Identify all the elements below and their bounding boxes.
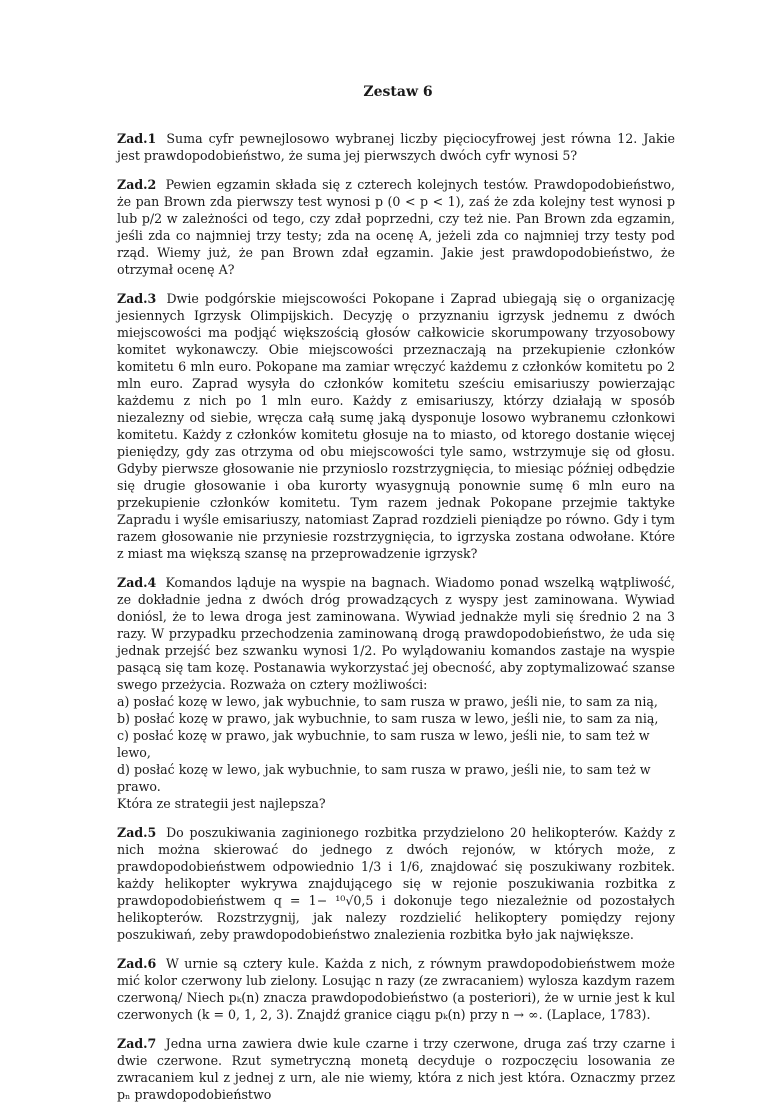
problem-label: Zad.2	[117, 177, 157, 192]
problem-text: Komandos ląduje na wyspie na bagnach. Wiadomo ponad wszelką wątpliwość, ze dokładnie jedna z dwóch dróg prowadzących z wyspy jest zaminowana. Wywiad doniósl, że to lewa droga jest zaminowana. Wywiad jednakże myli się średnio 2 na 3 razy. W przypadku przechodzenia zaminowaną drogą prawdopodobieństwo, że uda się jednak przejść bez szwanku wynosi 1/2. Po wylądowaniu komandos zastaje na wyspie pasącą się tam kozę. Postanawia wykorzystać jej obecność, aby zoptymalizować szanse swego przeżycia. Rozważa on cztery możliwości:	[117, 575, 675, 692]
problem-label: Zad.6	[117, 956, 157, 971]
problem-6	[117, 955, 675, 1023]
problem-label: Zad.3	[117, 291, 157, 306]
option-d: d) posłać kozę w lewo, jak wybuchnie, to sam rusza w prawo, jeśli nie, to sam też w prawo.	[117, 762, 651, 794]
problem-7	[117, 1035, 675, 1103]
option-b: b) posłać kozę w prawo, jak wybuchnie, to sam rusza w lewo, jeśli nie, to sam za nią,	[117, 711, 659, 726]
problem-3	[117, 290, 675, 562]
problem-text: Jedna urna zawiera dwie kule czarne i trzy czerwone, druga zaś trzy czarne i dwie czerwone. Rzut symetryczną monetą decyduje o rozpoczęciu losowania ze zwracaniem kul z jednej z urn, ale nie wiemy, która z nich jest która. Oznaczmy przez pₙ prawdopodobieństwo	[117, 1036, 675, 1102]
problem-label: Zad.4	[117, 575, 157, 590]
problem-4	[117, 574, 675, 812]
problem-text: W urnie są cztery kule. Każda z nich, z równym prawdopodobieństwem może mić kolor czerwony lub zielony. Losując n razy (ze zwracaniem) wylosza kazdym razem czerwoną/ Niech pₖ(n) znacza prawdopodobieństwo (a posteriori), że w urnie jest k kul czerwonych (k = 0, 1, 2, 3). Znajdź granice ciągu pₖ(n) przy n → ∞. (Laplace, 1783).	[117, 956, 675, 1022]
option-a: a) posłać kozę w lewo, jak wybuchnie, to sam rusza w prawo, jeśli nie, to sam za nią,	[117, 694, 658, 709]
problem-label: Zad.7	[117, 1036, 157, 1051]
page-title: Zestaw 6	[363, 84, 433, 100]
problem-text: Do poszukiwania zaginionego rozbitka przydzielono 20 helikopterów. Każdy z nich można skierować do jednego z dwóch rejonów, w których może, z prawdopodobieństwem odpowiednio 1/3 i 1/6, znajdować się poszukiwany rozbitek. każdy helikopter wykrywa znajdującego się w rejonie poszukiwania rozbitka z prawdopodobieństwem q = 1− ¹⁰√0,5 i dokonuje tego niezależnie od pozostałych helikopterów. Rozstrzygnij, jak nalezy rozdzielić helikoptery pomiędzy rejony poszukiwań, zeby prawdopodobieństwo znalezienia rozbitka było jak największe.	[117, 825, 675, 942]
problem-1	[117, 130, 675, 164]
problem-2	[117, 176, 675, 278]
problem-5	[117, 824, 675, 943]
problem-label: Zad.5	[117, 825, 157, 840]
problem-text: Suma cyfr pewnejlosowo wybranej liczby pięciocyfrowej jest równa 12. Jakie jest prawdopodobieństwo, że suma jej pierwszych dwóch cyfr wynosi 5?	[117, 131, 675, 163]
option-c: c) posłać kozę w prawo, jak wybuchnie, to sam rusza w lewo, jeśli nie, to sam też w lewo,	[117, 728, 650, 760]
problem-question: Która ze strategii jest najlepsza?	[117, 796, 326, 811]
problem-text: Pewien egzamin składa się z czterech kolejnych testów. Prawdopodobieństwo, że pan Brown zda pierwszy test wynosi p (0 < p < 1), zaś że zda kolejny test wynosi p lub p/2 w zależności od tego, czy zdał poprzedni, czy też nie. Pan Brown zda egzamin, jeśli zda co najmniej trzy testy; zda na ocenę A, jeżeli zda co najmniej trzy testy pod rząd. Wiemy już, że pan Brown zdał egzamin. Jakie jest prawdopodobieństwo, że otrzymał ocenę A?	[117, 177, 675, 277]
problem-label: Zad.1	[117, 131, 157, 146]
problem-text: Dwie podgórskie miejscowości Pokopane i Zaprad ubiegają się o organizację jesiennych Igrzysk Olimpijskich. Decyzję o przyznaniu igrzysk jednemu z dwóch miejscowości ma podjąć większością głosów całkowicie skorumpowany trzyosobowy komitet wykonawczy. Obie miejscowości przeznaczają na przekupienie członków komitetu 6 mln euro. Pokopane ma zamiar wręczyć każdemu z członków komitetu po 2 mln euro. Zaprad wysyła do członków komitetu sześciu emisariuszy powierzając każdemu z nich po 1 mln euro. Każdy z emisariuszy, którzy działają w sposób niezalezny od siebie, wręcza całą sumę jaką dysponuje losowo wybranemu członkowi komitetu. Każdy z członków komitetu głosuje na to miasto, od ktorego dostanie więcej pieniędzy, gdy zas otrzyma od obu miejscowości tyle samo, wstrzymuje się od głosu. Gdyby pierwsze głosowanie nie przynioslo rozstrzygnięcia, to miesiąc później odbędzie się drugie głosowanie i oba kurorty wyasygnują ponownie sumę 6 mln euro na przekupienie członków komitetu. Tym razem jednak Pokopane przejmie taktyke Zapradu i wyśle emisariuszy, natomiast Zaprad rozdzieli pieniądze po równo. Gdy i tym razem głosowanie nie przyniesie rozstrzygnięcia, to igrzyska zostana odwołane. Które z miast ma większą szansę na przeprowadzenie igrzysk?	[117, 291, 675, 561]
